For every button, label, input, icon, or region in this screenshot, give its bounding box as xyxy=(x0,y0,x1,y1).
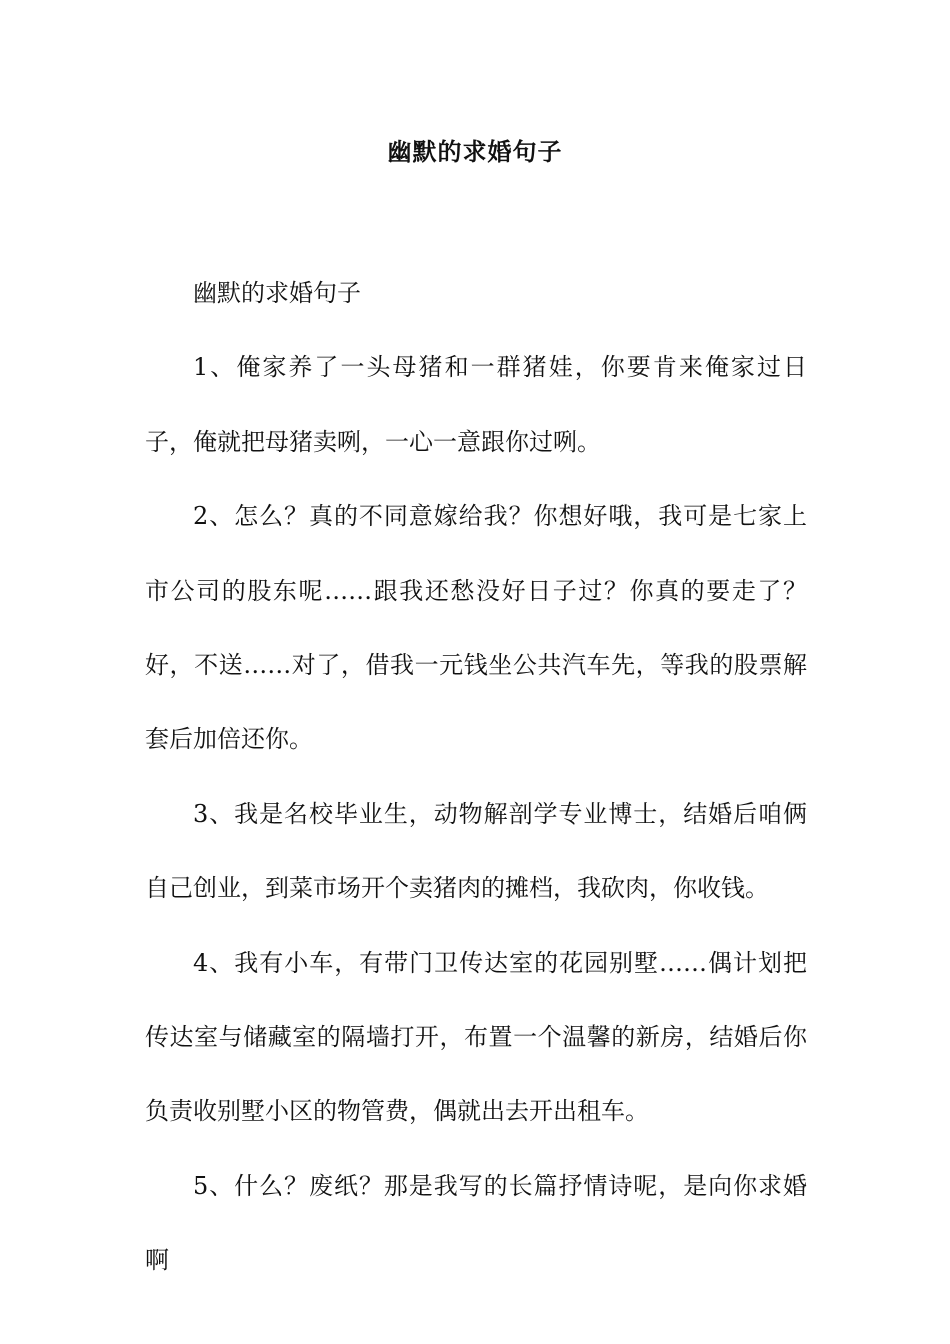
paragraph-item-3: 3、我是名校毕业生，动物解剖学专业博士，结婚后咱俩自己创业，到菜市场开个卖猪肉的摊档，我砍肉，你收钱。 xyxy=(145,799,807,903)
paragraph-item-4: 4、我有小车，有带门卫传达室的花园别墅……偶计划把传达室与储藏室的隔墙打开，布置一个温馨的新房，结婚后你负责收别墅小区的物管费，偶就出去开出租车。 xyxy=(145,948,807,1126)
paragraph-item-2: 2、怎么？真的不同意嫁给我？你想好哦，我可是七家上市公司的股东呢……跟我还愁没好日子过？你真的要走了？好，不送……对了，借我一元钱坐公共汽车先，等我的股票解套后加倍还你。 xyxy=(145,502,807,754)
paragraph-item-1: 1、俺家养了一头母猪和一群猪娃，你要肯来俺家过日子，俺就把母猪卖咧，一心一意跟你过咧。 xyxy=(145,353,807,456)
paragraph-heading: 幽默的求婚句子 xyxy=(193,279,361,307)
page-title: 幽默的求婚句子 xyxy=(387,137,563,166)
document-body xyxy=(145,256,807,1298)
paragraph-item-5: 5、什么？废纸？那是我写的长篇抒情诗呢，是向你求婚啊 xyxy=(145,1171,807,1275)
